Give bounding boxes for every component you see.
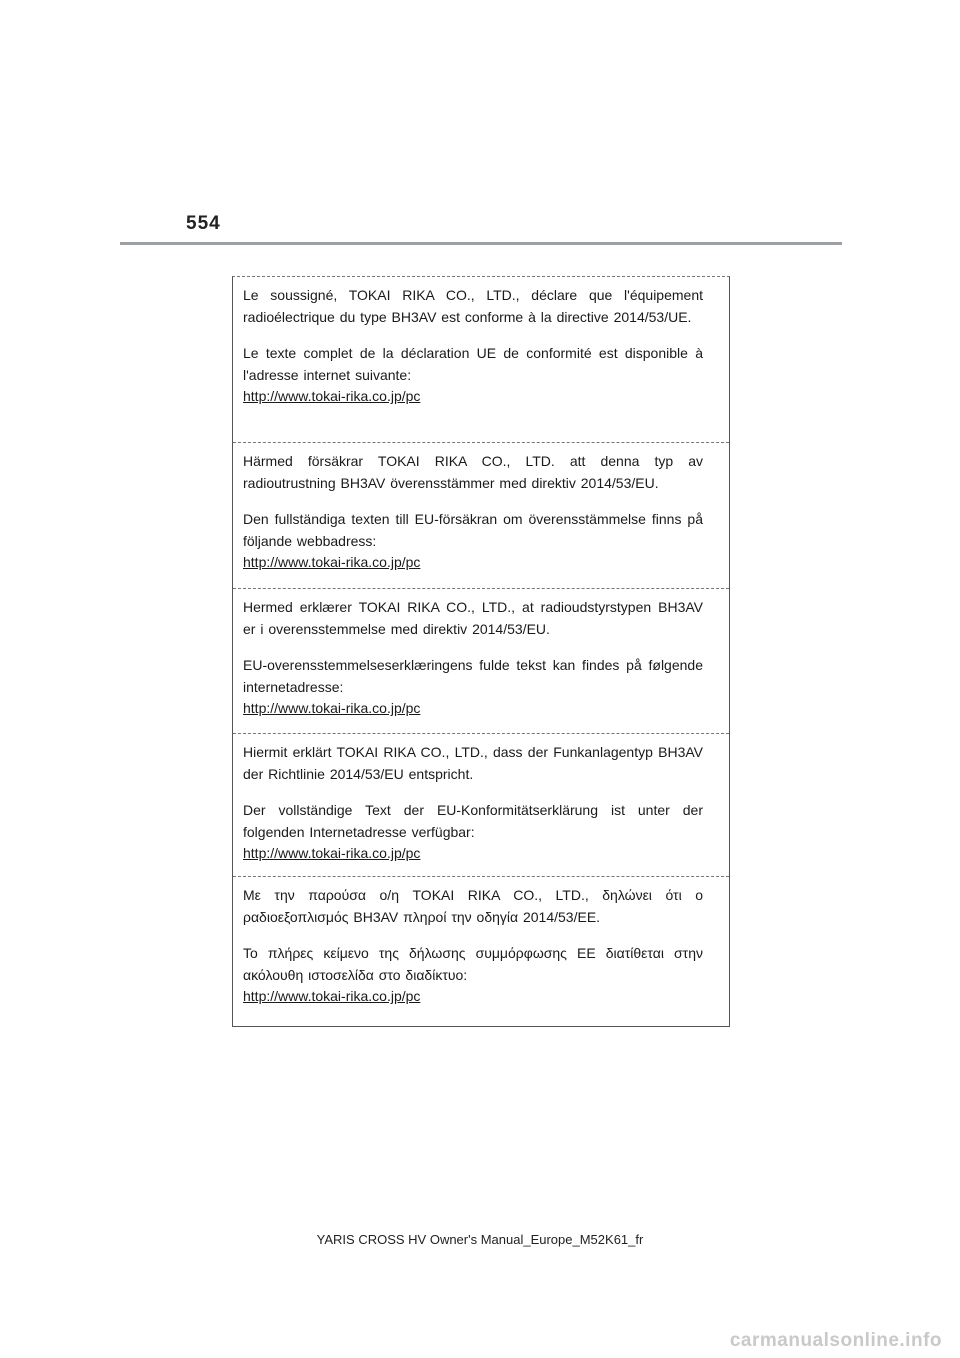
declaration-statement-fr: Le soussigné, TOKAI RIKA CO., LTD., déclare que l'équipement radioélectrique du type BH3AV est conforme à la directive 2014/53/UE. bbox=[243, 287, 703, 325]
declaration-statement-de: Hiermit erklärt TOKAI RIKA CO., LTD., dass der Funkanlagentyp BH3AV der Richtlinie 2014/53/EU entspricht. bbox=[243, 744, 703, 782]
declaration-statement-el: Με την παρούσα ο/η TOKAI RIKA CO., LTD., δηλώνει ότι ο ραδιοεξοπλισμός BH3AV πληροί την οδηγία 2014/53/ΕΕ. bbox=[243, 887, 703, 925]
declaration-block-da bbox=[233, 588, 729, 718]
header-divider bbox=[120, 242, 842, 245]
declaration-statement-da: Hermed erklærer TOKAI RIKA CO., LTD., at radioudstyrstypen BH3AV er i overensstemmelse med direktiv 2014/53/EU. bbox=[243, 599, 703, 637]
declaration-availability-fr: Le texte complet de la déclaration UE de conformité est disponible à l'adresse internet suivante: bbox=[243, 345, 703, 383]
declaration-block-fr bbox=[233, 277, 729, 406]
declaration-block-sv bbox=[233, 442, 729, 572]
declaration-availability-el: Το πλήρες κείμενο της δήλωσης συμμόρφωσης ΕΕ διατίθεται στην ακόλουθη ιστοσελίδα στο διαδίκτυο: bbox=[243, 945, 703, 983]
declaration-url-de[interactable]: http://www.tokai-rika.co.jp/pc bbox=[243, 845, 421, 861]
declaration-availability-sv: Den fullständiga texten till EU-försäkran om överensstämmelse finns på följande webbadress: bbox=[243, 511, 703, 549]
declaration-availability-de: Der vollständige Text der EU-Konformitätserklärung ist unter der folgenden Internetadresse verfügbar: bbox=[243, 802, 703, 840]
declaration-url-fr[interactable]: http://www.tokai-rika.co.jp/pc bbox=[243, 388, 421, 404]
declaration-url-da[interactable]: http://www.tokai-rika.co.jp/pc bbox=[243, 700, 421, 716]
declaration-url-sv[interactable]: http://www.tokai-rika.co.jp/pc bbox=[243, 554, 421, 570]
declaration-block-de bbox=[233, 733, 729, 863]
declaration-block-el bbox=[233, 876, 729, 1006]
page-number: 554 bbox=[186, 213, 221, 234]
manual-footer: YARIS CROSS HV Owner's Manual_Europe_M52K61_fr bbox=[316, 1232, 644, 1247]
declaration-url-el[interactable]: http://www.tokai-rika.co.jp/pc bbox=[243, 988, 421, 1004]
site-watermark: carmanualsonline.info bbox=[729, 1330, 942, 1351]
declaration-availability-da: EU-overensstemmelseserklæringens fulde tekst kan findes på følgende internetadresse: bbox=[243, 657, 703, 695]
declaration-statement-sv: Härmed försäkrar TOKAI RIKA CO., LTD. att denna typ av radioutrustning BH3AV överensstämmer med direktiv 2014/53/EU. bbox=[243, 453, 703, 491]
declaration-of-conformity-box bbox=[232, 276, 730, 1027]
